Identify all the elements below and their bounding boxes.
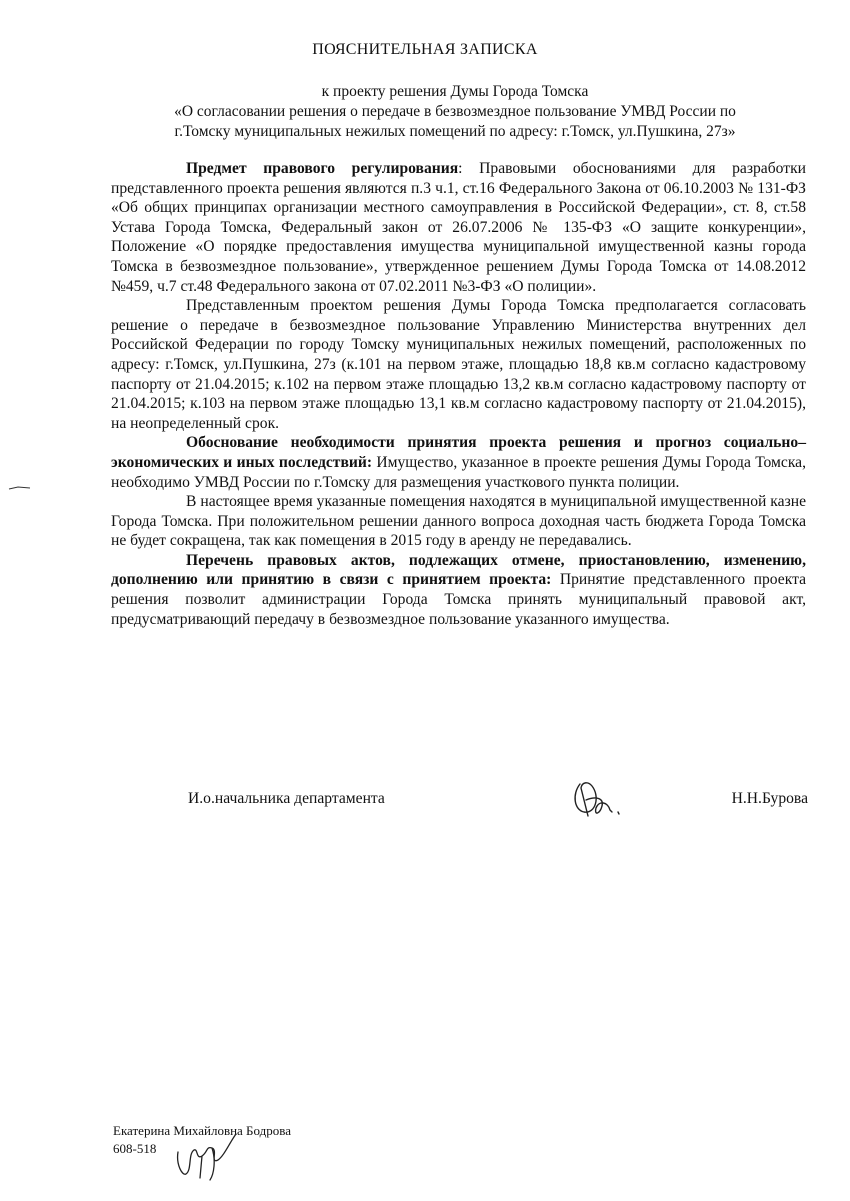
document-title: ПОЯСНИТЕЛЬНАЯ ЗАПИСКА xyxy=(312,41,538,58)
paragraph-legal-acts xyxy=(111,551,806,629)
scan-artifact xyxy=(8,486,32,490)
executor-phone: 608-518 xyxy=(113,1141,157,1156)
paragraph-project-description xyxy=(111,296,806,433)
paragraph-text: Представленным проектом решения Думы Города Томска предполагается согласовать решение о передаче в безвозмездное пользование Управлению Министерства внутренних дел Российской Федерации по городу Томску муниципальных нежилых помещений, расположенных по адресу: г.Томск, ул.Пушкина, 27з (к.101 на первом этаже, площадью 18,8 кв.м согласно кадастровому паспорту от 21.04.2015; к.102 на первом этаже площадью 13,2 кв.м согласно кадастровому паспорту от 21.04.2015; к.103 на первом этаже площадью 13,1 кв.м согласно кадастровому паспорту от 21.04.2015), на неопределенный срок. xyxy=(111,297,806,432)
paragraph-text: Имущество, указанное в проекте решения Думы Города Томска, необходимо УМВД России по г.Томску для размещения участкового пункта полиции. xyxy=(111,453,807,491)
document-body xyxy=(111,159,806,629)
paragraph-budget xyxy=(111,492,806,551)
subtitle-line: «О согласовании решения о передаче в безвозмездное пользование УМВД России по xyxy=(174,103,736,120)
subtitle-line: г.Томску муниципальных нежилых помещений по адресу: г.Томск, ул.Пушкина, 27з» xyxy=(174,123,736,140)
paragraph-heading: Предмет правового регулирования xyxy=(186,160,459,177)
paragraph-text: : Правовыми обоснованиями для разработки представленного проекта решения являются п.3 ч.1, ст.16 Федерального Закона от 06.10.2003 № 131-ФЗ «Об общих принципах организации местного самоуправления в Российской Федерации», ст. 8, ст.58 Устава Города Томска, Федеральный закон от 26.07.2006 № 135-ФЗ «О защите конкуренции», Положение «О порядке предоставления имущества муниципальной имущественной казны города Томска в безвозмездное пользование», утвержденное решением Думы Города Томска от 14.08.2012 №459, ч.7 ст.48 Федерального закона от 07.02.2011 №3-ФЗ «О полиции». xyxy=(111,160,806,295)
handwritten-signature xyxy=(566,772,636,827)
executor-name: Екатерина Михайловна Бодрова xyxy=(113,1123,291,1138)
signer-position: И.о.начальника департамента xyxy=(188,790,385,807)
subtitle-line: к проекту решения Думы Города Томска xyxy=(321,83,589,100)
paragraph-heading: Обоснование необходимости принятия проекта решения и прогноз социально–экономических и иных последствий: xyxy=(111,434,806,471)
paragraph-heading: Перечень правовых актов, подлежащих отмене, приостановлению, изменению, дополнению или принятию в связи с принятием проекта: xyxy=(111,551,806,589)
paragraph-text: В настоящее время указанные помещения находятся в муниципальной имущественной казне Города Томска. При положительном решении данного вопроса доходная часть бюджета Города Томска не будет сокращена, так как помещения в 2015 году в аренду не передавались. xyxy=(111,493,806,550)
executor-signature xyxy=(172,1130,242,1182)
document-subtitle xyxy=(110,82,800,142)
signer-name: Н.Н.Бурова xyxy=(731,790,808,807)
paragraph-justification xyxy=(111,433,806,492)
paragraph-text: Принятие представленного проекта решения позволит администрации Города Томска принять муниципальный правовой акт, предусматривающий передачу в безвозмездное пользование указанного имущества. xyxy=(111,571,806,628)
paragraph-legal-regulation xyxy=(111,159,806,296)
